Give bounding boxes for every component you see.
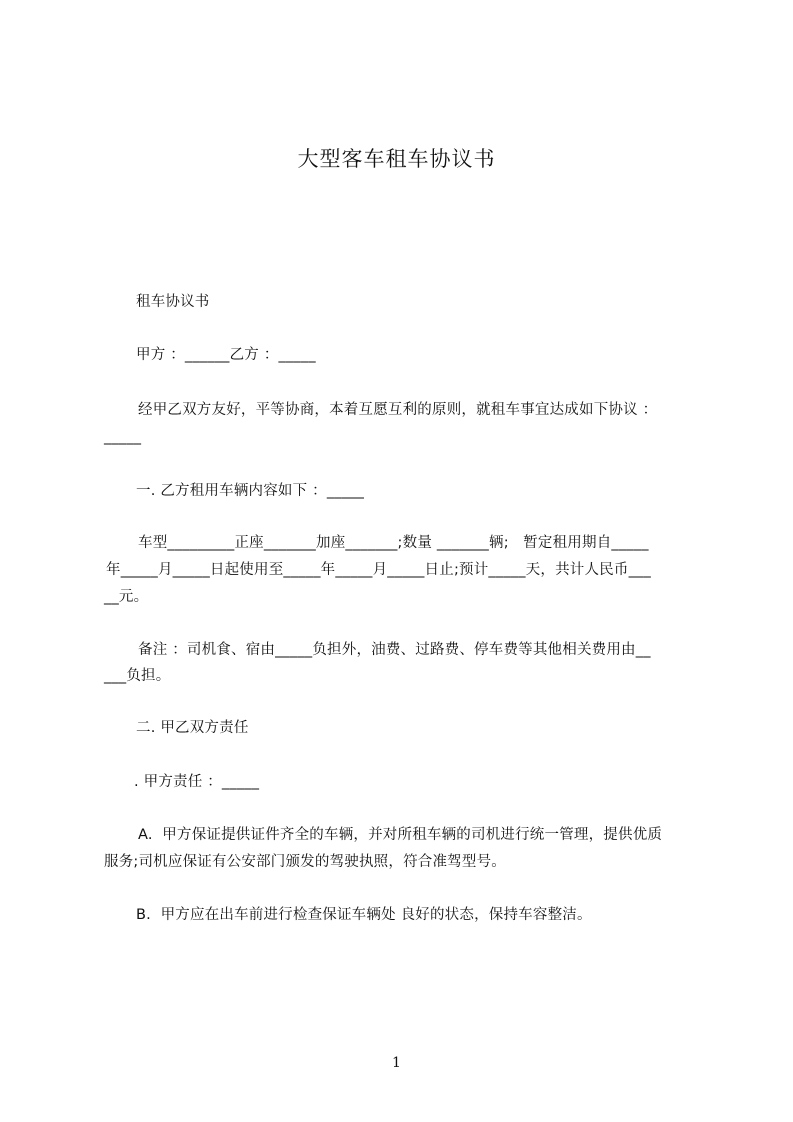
item-b: B. 甲方应在出车前进行检查保证车辆处 良好的状态，保持车容整洁。 xyxy=(136,907,592,923)
item-a-line-1: A. 甲方保证提供证件齐全的车辆，并对所租车辆的司机进行统一管理，提供优质 xyxy=(138,827,663,843)
intro-line-2: _____ xyxy=(104,429,142,445)
page-number: 1 xyxy=(392,1055,401,1071)
remark-line-1: 备注 ：司机食、宿由_____负担外，油费、过路费、停车费等其他相关费用由__ xyxy=(138,642,651,658)
section1-title: 一. 乙方租用车辆内容如下 ：_____ xyxy=(136,483,365,499)
heading: 租车协议书 xyxy=(136,294,210,310)
vehicle-line-1: 车型_________正座_______加座_______;数量 _______辆; 暂定租用期自_____ xyxy=(138,535,649,551)
item-a-line-2: 服务;司机应保证有公安部门颁发的驾驶执照，符合准驾型号。 xyxy=(104,854,506,870)
party-a-responsibility: . 甲方责任 ：_____ xyxy=(134,774,260,790)
parties-line: 甲方 ：______乙方 ：_____ xyxy=(136,347,316,363)
vehicle-line-2: 年_____月_____日起使用至_____年_____月_____日止;预计_____天，共计人民币___ xyxy=(106,562,651,578)
intro-line-1: 经甲乙双方友好，平等协商，本着互愿互利的原则，就租车事宜达成如下协议 ： xyxy=(138,402,658,418)
section2-title: 二. 甲乙双方责任 xyxy=(136,720,249,736)
vehicle-line-3: __元。 xyxy=(104,589,149,605)
document-title: 大型客车租车协议书 xyxy=(297,147,496,171)
remark-line-2: ___负担。 xyxy=(104,668,171,684)
